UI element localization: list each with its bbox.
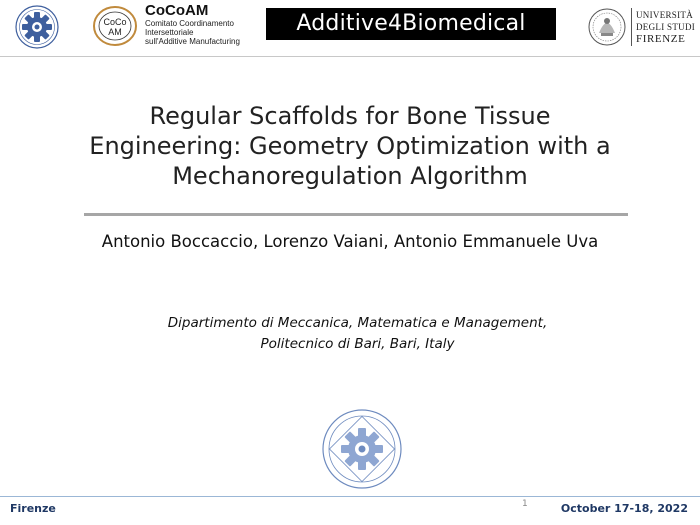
additive4biomedical-banner: Additive4Biomedical xyxy=(266,8,556,40)
header-divider xyxy=(0,56,700,57)
cocoam-title: CoCoAM xyxy=(145,2,209,19)
politecnico-bari-emblem-icon xyxy=(317,408,407,490)
cocoam-wordmark xyxy=(145,3,263,46)
affiliation-line-2: Politecnico di Bari, Bari, Italy xyxy=(260,336,455,352)
title-line-3: Mechanoregulation Algorithm xyxy=(172,162,528,190)
svg-text:AM: AM xyxy=(108,27,122,37)
cocoam-line2: Intersettoriale xyxy=(145,28,194,37)
unifi-wordmark xyxy=(636,9,696,45)
affiliation xyxy=(70,313,645,355)
affiliation-line-1: Dipartimento di Meccanica, Matematica e Management, xyxy=(167,315,548,331)
footer-location: Firenze xyxy=(10,502,56,515)
unifi-line1: UNIVERSITÀ xyxy=(636,10,693,20)
cocoam-line3: sull'Additive Manufacturing xyxy=(145,37,240,46)
title-line-2: Engineering: Geometry Optimization with a xyxy=(89,132,611,160)
slide-title xyxy=(60,101,640,191)
cocoam-line1: Comitato Coordinamento xyxy=(145,19,234,28)
unifi-line3: FIRENZE xyxy=(636,33,686,45)
cocoam-badge-icon xyxy=(93,6,137,46)
unifi-divider xyxy=(631,8,632,46)
page-number: 1 xyxy=(522,499,528,509)
footer-date: October 17-18, 2022 xyxy=(560,502,688,515)
authors: Antonio Boccaccio, Lorenzo Vaiani, Antonio Emmanuele Uva xyxy=(101,232,599,251)
unifi-line2: DEGLI STUDI xyxy=(636,22,696,32)
svg-text:CoCo: CoCo xyxy=(103,17,127,27)
politecnico-bari-gear-logo-icon xyxy=(15,5,59,49)
title-line-1: Regular Scaffolds for Bone Tissue xyxy=(149,102,551,130)
footer-divider xyxy=(0,496,700,497)
title-underline xyxy=(84,213,628,216)
unifi-seal-icon xyxy=(587,5,627,49)
slide-header xyxy=(0,0,700,56)
